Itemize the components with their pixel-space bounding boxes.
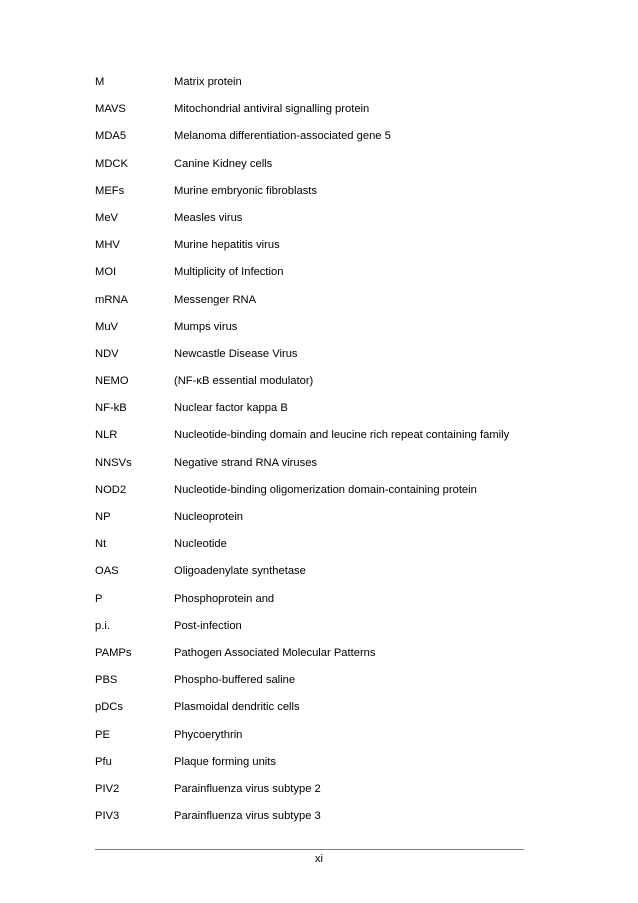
abbreviation-definition: Negative strand RNA viruses — [174, 456, 318, 469]
abbreviation-definition: Oligoadenylate synthetase — [174, 565, 306, 578]
abbreviation-definition: Multiplicity of Infection — [174, 266, 284, 279]
abbreviation-term: PE — [95, 728, 110, 741]
abbreviation-term: MOI — [95, 266, 117, 279]
abbreviation-term: PAMPs — [95, 646, 132, 659]
abbreviation-definition: Nucleotide-binding domain and leucine rich repeat containing family — [174, 429, 510, 442]
abbreviation-row — [95, 727, 555, 754]
abbreviation-definition: Matrix protein — [174, 76, 242, 88]
abbreviation-term: NDV — [95, 347, 119, 360]
abbreviation-term: MDCK — [95, 157, 128, 170]
abbreviation-term: MAVS — [95, 103, 126, 116]
abbreviation-definition: Parainfluenza virus subtype 2 — [174, 782, 321, 795]
abbreviation-term: NP — [95, 511, 111, 523]
abbreviation-definition: Phosphoprotein and — [174, 592, 275, 605]
abbreviation-row — [95, 74, 555, 101]
abbreviation-row — [95, 455, 555, 482]
abbreviation-definition: Nucleoprotein — [174, 511, 244, 523]
abbreviation-term: OAS — [95, 565, 119, 578]
abbreviation-term: NEMO — [95, 375, 129, 388]
abbreviation-definition: Plasmoidal dendritic cells — [174, 701, 300, 714]
abbreviation-term: NF-kB — [95, 402, 127, 415]
abbreviation-definition: Messenger RNA — [174, 293, 257, 306]
abbreviation-term: mRNA — [95, 293, 128, 306]
abbreviation-definition: Post-infection — [174, 619, 242, 632]
abbreviation-term: p.i. — [95, 619, 110, 632]
abbreviation-row — [95, 781, 555, 808]
abbreviation-definition: Phospho-buffered saline — [174, 674, 296, 687]
abbreviation-row — [95, 699, 555, 726]
abbreviation-term: Pfu — [95, 755, 112, 768]
abbreviation-row — [95, 400, 555, 427]
abbreviation-term: MEFs — [95, 184, 125, 197]
abbreviation-row — [95, 156, 555, 183]
abbreviation-row — [95, 373, 555, 400]
abbreviation-row — [95, 427, 555, 454]
abbreviation-definition: Nuclear factor kappa B — [174, 402, 288, 415]
abbreviation-definition: Plaque forming units — [174, 755, 276, 768]
abbreviation-definition: Nucleotide — [174, 538, 227, 551]
abbreviation-term: MDA5 — [95, 130, 127, 143]
abbreviation-definition: Canine Kidney cells — [174, 157, 273, 170]
abbreviation-definition: Murine embryonic fibroblasts — [174, 184, 318, 197]
abbreviation-definition: Newcastle Disease Virus — [174, 347, 298, 360]
abbreviation-term: PIV3 — [95, 810, 120, 823]
abbreviation-row — [95, 591, 555, 618]
abbreviation-definition: Pathogen Associated Molecular Patterns — [174, 646, 376, 659]
abbreviation-row — [95, 319, 555, 346]
abbreviation-definition: Parainfluenza virus subtype 3 — [174, 810, 321, 823]
abbreviation-row — [95, 128, 555, 155]
abbreviation-term: PIV2 — [95, 782, 120, 795]
abbreviation-term: NLR — [95, 429, 118, 442]
abbreviation-term: M — [95, 76, 105, 88]
abbreviation-row — [95, 101, 555, 128]
abbreviation-row — [95, 672, 555, 699]
abbreviation-row — [95, 645, 555, 672]
abbreviation-term: P — [95, 592, 103, 605]
abbreviation-term: NOD2 — [95, 483, 127, 496]
abbreviation-term: MuV — [95, 320, 119, 333]
abbreviation-row — [95, 346, 555, 373]
abbreviation-term: MHV — [95, 239, 120, 252]
abbreviation-definition: Mitochondrial antiviral signalling protein — [174, 103, 370, 116]
abbreviation-term: NNSVs — [95, 456, 132, 469]
abbreviation-definition: Melanoma differentiation-associated gene 5 — [174, 130, 391, 143]
abbreviation-row — [95, 808, 555, 835]
abbreviation-row — [95, 509, 555, 536]
footer-divider — [95, 849, 524, 850]
abbreviation-row — [95, 618, 555, 645]
abbreviation-row — [95, 210, 555, 237]
abbreviation-definition: Phycoerythrin — [174, 728, 243, 741]
abbreviation-definition: Mumps virus — [174, 320, 238, 333]
abbreviation-row — [95, 183, 555, 210]
abbreviation-row — [95, 754, 555, 781]
abbreviation-definition: Measles virus — [174, 211, 243, 224]
abbreviation-definition: Murine hepatitis virus — [174, 239, 280, 252]
abbreviation-term: Nt — [95, 538, 107, 551]
abbreviation-row — [95, 482, 555, 509]
abbreviation-term: PBS — [95, 674, 118, 687]
abbreviation-definition: Nucleotide-binding oligomerization domain-containing protein — [174, 483, 477, 496]
abbreviation-row — [95, 563, 555, 590]
abbreviation-term: MeV — [95, 211, 119, 224]
abbreviation-definition: (NF-κB essential modulator) — [174, 375, 314, 388]
abbreviation-term: pDCs — [95, 701, 123, 714]
abbreviation-row — [95, 237, 555, 264]
abbreviation-list — [95, 74, 555, 835]
abbreviation-row — [95, 264, 555, 291]
abbreviation-row — [95, 536, 555, 563]
page-number: xi — [315, 853, 323, 865]
abbreviation-row — [95, 292, 555, 319]
